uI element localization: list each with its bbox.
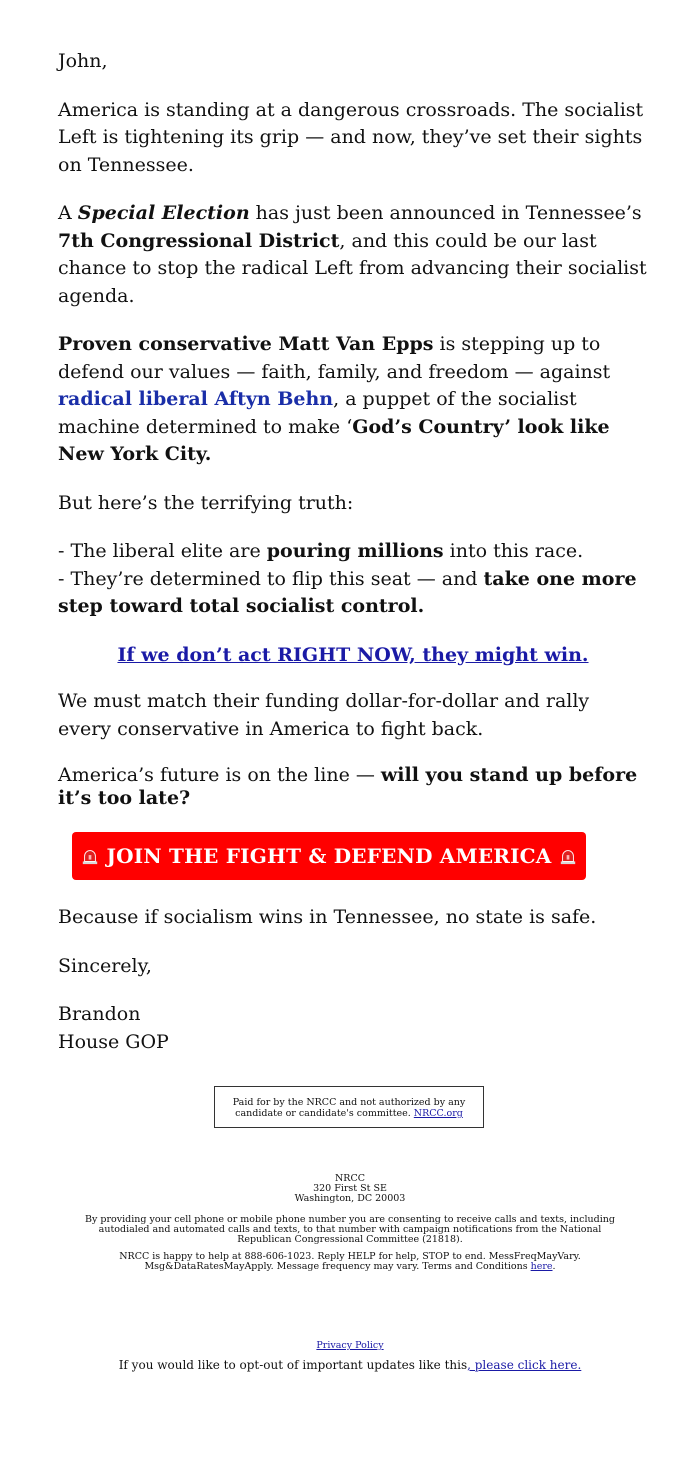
text-span: is stepping up to defend our values — faith, family, and freedom — against [58, 333, 611, 383]
siren-icon [559, 847, 577, 865]
future-emphasis: will you stand up before it’s too late? [58, 764, 638, 809]
paragraph-future [58, 764, 648, 810]
address-street: 320 First St SE [313, 1183, 387, 1194]
bullet-emphasis: take one more step toward total socialist control. [58, 567, 637, 617]
paid-for-disclaimer [214, 1086, 484, 1128]
terms-link[interactable]: here [530, 1261, 553, 1272]
paragraph-truth: But here’s the terrifying truth: [58, 491, 354, 514]
text-span: has just been announced in Tennessee’s [249, 202, 642, 224]
bullet-text: - They’re determined to flip this seat — and [58, 567, 484, 590]
urgent-link-wrap [58, 642, 648, 670]
opponent-emphasis: radical liberal Aftyn Behn [58, 388, 334, 410]
bullet-list [58, 538, 648, 621]
text-span: , and this could be our last chance to stop the radical Left from advancing their socialist agenda. [58, 229, 647, 307]
paragraph-candidate [58, 331, 648, 469]
address-name: NRCC [334, 1173, 365, 1184]
join-the-fight-button[interactable] [72, 832, 586, 880]
signature-name: Brandon [58, 1003, 141, 1025]
paragraph-match: We must match their funding dollar-for-dollar and rally every conservative in America to fight back. [58, 690, 590, 740]
bullet-emphasis: pouring millions [266, 540, 444, 562]
consent-text: By providing your cell phone or mobile phone number you are consenting to receive calls and texts, including autodialed and automated calls and texts, to that number with campaign notifications from the National Republican Congressional Committee (21818). [85, 1214, 615, 1245]
optout-link[interactable]: , please click here. [467, 1358, 582, 1372]
paragraph-no-state-safe: Because if socialism wins in Tennessee, no state is safe. [58, 906, 597, 928]
privacy-wrap [0, 1340, 700, 1351]
email-body [58, 48, 648, 1077]
cta-wrap [58, 832, 648, 880]
signature [58, 1001, 648, 1056]
privacy-policy-link[interactable]: Privacy Policy [316, 1340, 384, 1351]
signature-org: House GOP [58, 1030, 169, 1053]
closing: Sincerely, [58, 954, 152, 977]
help-text [80, 1252, 620, 1272]
text-span: , a puppet of the socialist machine determined to make ‘ [58, 388, 577, 438]
greeting: John, [58, 50, 108, 72]
address-city: Washington, DC 20003 [294, 1193, 406, 1204]
footer-address [80, 1174, 620, 1204]
special-election-emphasis: Special Election [77, 202, 250, 224]
text-span: America’s future is on the line — [58, 764, 381, 786]
help-body: NRCC is happy to help at 888-606-1023. Reply HELP for help, STOP to end. MessFreqMayVary. Msg&DataRatesMayApply. Message frequency may vary. Terms and Conditions [119, 1251, 581, 1272]
nrcc-link[interactable]: NRCC.org [413, 1108, 463, 1119]
bullet-text: - The liberal elite are [58, 540, 267, 562]
cta-label: JOIN THE FIGHT & DEFEND AMERICA [106, 844, 552, 868]
optout-line [0, 1358, 700, 1372]
footer-consent [80, 1215, 620, 1279]
district-emphasis: 7th Congressional District [58, 229, 340, 252]
disclaimer-text: Paid for by the NRCC and not authorized by any candidate or candidate's committee. [232, 1097, 466, 1119]
candidate-emphasis: Proven conservative Matt Van Epps [58, 333, 434, 355]
text-span: A [58, 202, 78, 224]
help-end: . [552, 1261, 556, 1272]
siren-icon [81, 847, 99, 865]
paragraph-intro: America is standing at a dangerous crossroads. The socialist Left is tightening its grip — and now, they’ve set their sights on Tennessee. [58, 98, 644, 176]
bullet-text: into this race. [443, 540, 584, 562]
quote-emphasis: God’s Country’ look like New York City. [58, 415, 610, 465]
optout-text: If you would like to opt-out of important updates like this [118, 1358, 468, 1372]
paragraph-special-election [58, 200, 648, 310]
urgent-link[interactable]: If we don’t act RIGHT NOW, they might win. [117, 643, 589, 666]
